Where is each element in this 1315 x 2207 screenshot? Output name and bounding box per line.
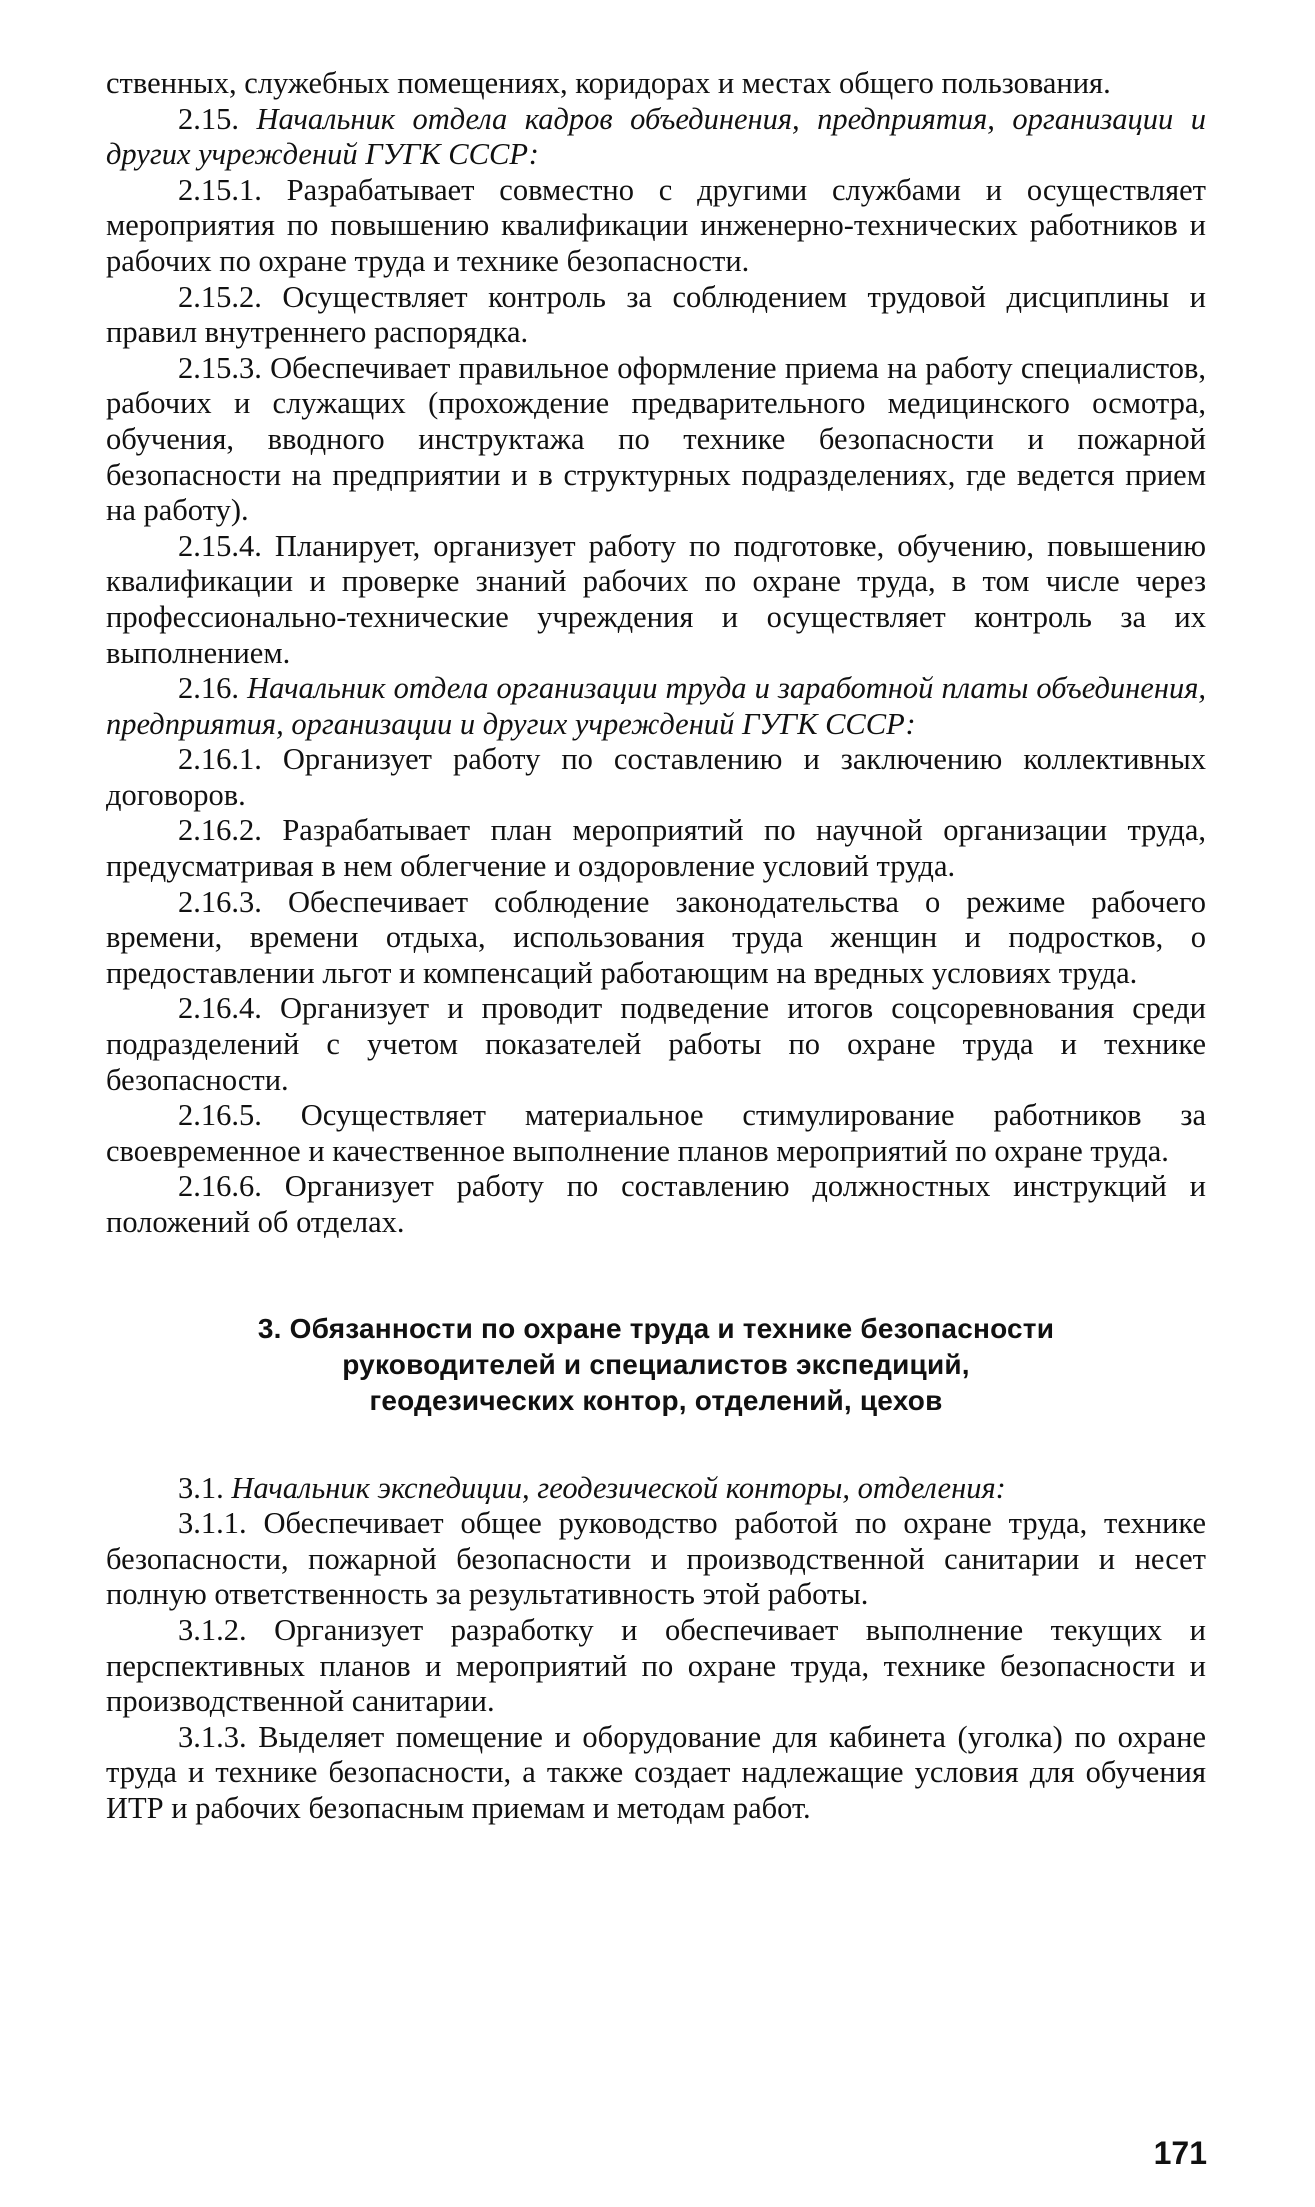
paragraph-text: ственных, служебных помещениях, коридорах и местах общего пользования. xyxy=(106,66,1111,100)
clause-number: 2.16.4. xyxy=(178,991,262,1026)
clause-text: Организует разработку и обеспечивает выполнение текущих и перспективных планов и мероприятий по охране труда, технике безопасности и производственной санитарии. xyxy=(106,1612,1206,1719)
clause-text: Осуществляет контроль за соблюдением трудовой дисциплины и правил внутреннего распорядка. xyxy=(106,279,1206,350)
clause-number: 2.16.1. xyxy=(178,742,262,777)
clause-text: Разрабатывает план мероприятий по научной организации труда, предусматривая в нем облегчение и оздоровление условий труда. xyxy=(106,813,1207,884)
clause-item xyxy=(106,280,1206,351)
clause-number: 2.16.2. xyxy=(178,813,262,848)
clause-item xyxy=(106,1506,1206,1613)
section-title-line-1: 3. Обязанности по охране труда и технике безопасности xyxy=(257,1312,1055,1344)
section-title-line-2: руководителей и специалистов экспедиций, xyxy=(342,1348,970,1380)
clause-number: 2.15.3. xyxy=(178,350,262,385)
clause-item xyxy=(106,1613,1206,1720)
clause-text: Обеспечивает соблюдение законодательства о режиме рабочего времени, времени отдыха, использования труда женщин и подростков, о предоставлении льгот и компенсаций работающим на вредных условиях труда. xyxy=(106,884,1206,990)
clause-heading xyxy=(106,671,1206,742)
clause-heading-text: Начальник экспедиции, геодезической конторы, отделения: xyxy=(231,1470,1006,1505)
clause-item xyxy=(106,1098,1206,1169)
section-title-line-3: геодезических контор, отделений, цехов xyxy=(369,1384,943,1416)
clause-number: 2.16.6. xyxy=(178,1169,262,1204)
clause-number: 3.1.1. xyxy=(178,1506,247,1541)
clause-number: 2.15. xyxy=(178,101,239,136)
clause-number: 2.16.5. xyxy=(178,1098,262,1133)
clause-item xyxy=(106,742,1206,813)
document-page xyxy=(106,66,1206,1827)
clause-text: Осуществляет материальное стимулирование работников за своевременное и качественное выполнение планов мероприятий по охране труда. xyxy=(106,1098,1206,1168)
clause-item xyxy=(106,885,1206,992)
clause-text: Организует работу по составлению и заключению коллективных договоров. xyxy=(106,742,1206,812)
paragraphs-bottom xyxy=(106,1471,1206,1827)
clause-text: Разрабатывает совместно с другими службами и осуществляет мероприятия по повышению квалификации инженерно-технических работников и рабочих по охране труда и технике безопасности. xyxy=(106,172,1206,278)
clause-text: Обеспечивает общее руководство работой по охране труда, технике безопасности, пожарной безопасности и производственной санитарии и несет полную ответственность за результативность этой работы. xyxy=(106,1506,1207,1612)
clause-item xyxy=(106,1169,1206,1240)
clause-number: 3.1.2. xyxy=(178,1612,247,1647)
clause-heading-text: Начальник отдела организации труда и заработной платы объединения, предприятия, организации и других учреждений ГУГК СССР: xyxy=(106,671,1206,741)
clause-text: Планирует, организует работу по подготовке, обучению, повышению квалификации и проверке знаний рабочих по охране труда, в том числе через профессионально-технические учреждения и осуществляет контроль за их выполнением. xyxy=(106,528,1207,670)
clause-item xyxy=(106,173,1206,280)
clause-text: Организует и проводит подведение итогов соцсоревнования среди подразделений с учетом показателей работы по охране труда и технике безопасности. xyxy=(106,991,1207,1097)
clause-number: 2.16.3. xyxy=(178,884,262,919)
section-title xyxy=(106,1311,1206,1419)
clause-item xyxy=(106,813,1206,884)
clause-item xyxy=(106,351,1206,529)
clause-number: 3.1.3. xyxy=(178,1719,247,1754)
clause-item xyxy=(106,529,1206,671)
paragraphs-top xyxy=(106,66,1206,1241)
clause-number: 2.15.1. xyxy=(178,172,262,207)
page-number: 171 xyxy=(1153,2135,1207,2171)
clause-number: 3.1. xyxy=(178,1470,224,1505)
clause-heading-text: Начальник отдела кадров объединения, предприятия, организации и других учреждений ГУГК СССР: xyxy=(106,101,1206,172)
clause-text: Организует работу по составлению должностных инструкций и положений об отделах. xyxy=(106,1169,1207,1239)
clause-item xyxy=(106,991,1206,1098)
clause-text: Обеспечивает правильное оформление приема на работу специалистов, рабочих и служащих (прохождение предварительного медицинского осмотра, обучения, вводного инструктажа по технике безопасности и пожарной безопасности на предприятии и в структурных подразделениях, где ведется прием на работу). xyxy=(106,350,1206,528)
clause-number: 2.15.4. xyxy=(178,528,262,563)
clause-number: 2.16. xyxy=(178,671,239,706)
clause-heading xyxy=(106,1471,1206,1507)
clause-heading xyxy=(106,102,1206,173)
clause-item xyxy=(106,1720,1206,1827)
clause-number: 2.15.2. xyxy=(178,279,262,314)
paragraph-continuation xyxy=(106,66,1206,102)
clause-text: Выделяет помещение и оборудование для кабинета (уголка) по охране труда и технике безопасности, а также создает надлежащие условия для обучения ИТР и рабочих безопасным приемам и методам работ. xyxy=(106,1719,1206,1825)
